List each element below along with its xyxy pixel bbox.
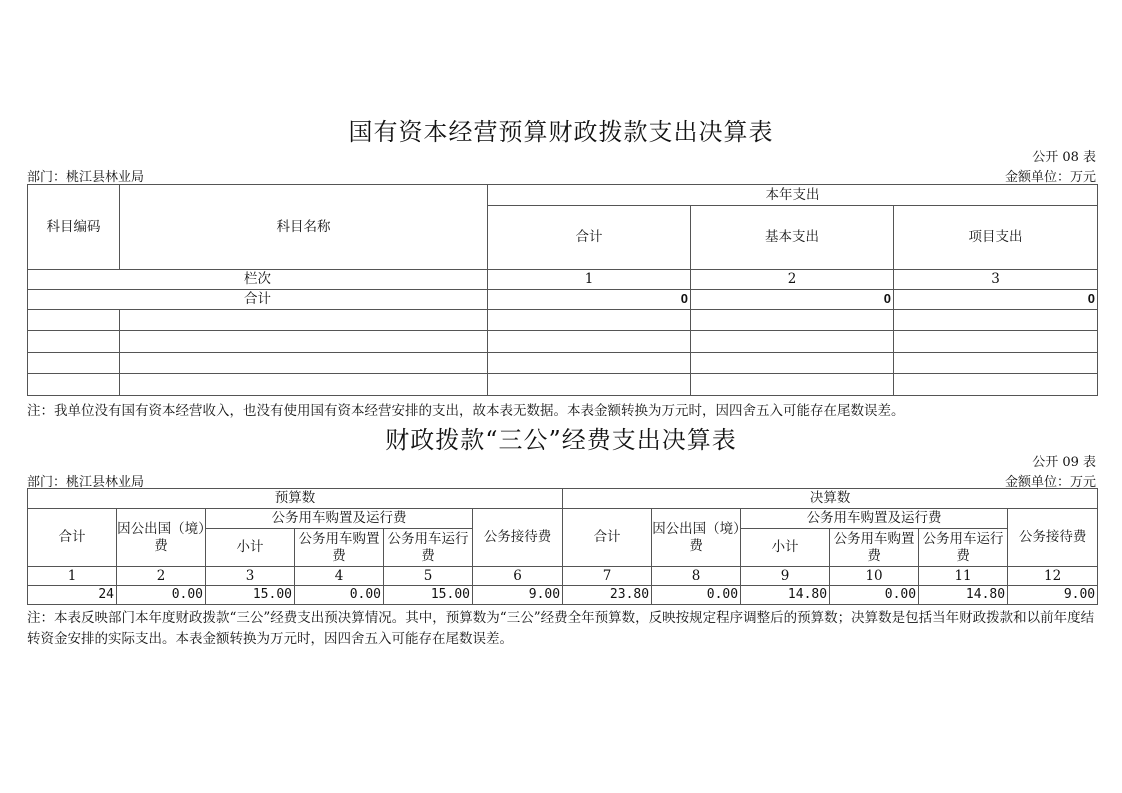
header-budget-total: 合计 xyxy=(28,509,117,567)
header-total: 合计 xyxy=(488,206,691,270)
column-index: 3 xyxy=(206,567,295,586)
value-cell: 9.00 xyxy=(1008,586,1098,605)
value-cell: 14.80 xyxy=(741,586,830,605)
total-row-label: 合计 xyxy=(28,290,488,310)
column-index: 12 xyxy=(1008,567,1098,586)
table1-title: 国有资本经营预算财政拨款支出决算表 xyxy=(348,118,774,146)
header-budget-car-group: 公务用车购置及运行费 xyxy=(206,509,473,529)
header-budget-car-buy: 公务用车购置费 xyxy=(295,529,384,567)
table2-department: 部门：桃江县林业局 xyxy=(27,475,145,490)
header-basic-expense: 基本支出 xyxy=(691,206,894,270)
column-index: 6 xyxy=(473,567,563,586)
table1-note: 注：我单位没有国有资本经营收入，也没有使用国有资本经营安排的支出，故本表无数据。本表金额转换为万元时，因四舍五入可能存在尾数误差。 xyxy=(27,403,905,419)
header-current-year-expense: 本年支出 xyxy=(488,185,1098,206)
column-index: 1 xyxy=(28,567,117,586)
value-cell: 14.80 xyxy=(919,586,1008,605)
header-budget-subtotal: 小计 xyxy=(206,529,295,567)
table-row xyxy=(28,353,1098,374)
header-final-car-group: 公务用车购置及运行费 xyxy=(741,509,1008,529)
table2-code: 公开 09 表 xyxy=(1032,455,1096,470)
table2-title: 财政拨款“三公”经费支出决算表 xyxy=(385,426,737,454)
table-row xyxy=(28,310,1098,331)
header-final-total: 合计 xyxy=(563,509,652,567)
column-index-3: 3 xyxy=(894,270,1098,290)
column-index-1: 1 xyxy=(488,270,691,290)
value-cell: 0.00 xyxy=(117,586,206,605)
value-cell: 15.00 xyxy=(384,586,473,605)
value-cell: 0.00 xyxy=(830,586,919,605)
column-index: 9 xyxy=(741,567,830,586)
table1-grid xyxy=(27,184,1098,396)
header-budget-abroad: 因公出国（境）费 xyxy=(117,509,206,567)
value-cell: 24 xyxy=(28,586,117,605)
table1-department: 部门：桃江县林业局 xyxy=(27,170,145,185)
header-budget-car-run: 公务用车运行费 xyxy=(384,529,473,567)
column-index: 8 xyxy=(652,567,741,586)
column-index-2: 2 xyxy=(691,270,894,290)
table1-unit: 金额单位：万元 xyxy=(1004,170,1096,185)
table2-unit: 金额单位：万元 xyxy=(1004,475,1096,490)
header-budget-reception: 公务接待费 xyxy=(473,509,563,567)
column-index: 5 xyxy=(384,567,473,586)
header-final-accounts: 决算数 xyxy=(563,489,1098,509)
header-budget: 预算数 xyxy=(28,489,563,509)
column-index: 11 xyxy=(919,567,1008,586)
table-row xyxy=(28,374,1098,396)
table1-code: 公开 08 表 xyxy=(1032,150,1096,165)
total-row-basic: 0 xyxy=(691,290,894,310)
value-cell: 9.00 xyxy=(473,586,563,605)
column-index: 10 xyxy=(830,567,919,586)
table2-grid xyxy=(27,488,1098,605)
header-final-car-run: 公务用车运行费 xyxy=(919,529,1008,567)
column-index: 2 xyxy=(117,567,206,586)
value-cell: 23.80 xyxy=(563,586,652,605)
header-subject-name: 科目名称 xyxy=(120,185,488,270)
table2-note: 注：本表反映部门本年度财政拨款“三公”经费支出预决算情况。其中，预算数为“三公”经费全年预算数，反映按规定程序调整后的预算数；决算数是包括当年财政拨款和以前年度结转资金安排的实际支出。本表金额转换为万元时，因四舍五入可能存在尾数误差。 xyxy=(27,610,1095,647)
header-project-expense: 项目支出 xyxy=(894,206,1098,270)
total-row-total: 0 xyxy=(488,290,691,310)
total-row-project: 0 xyxy=(894,290,1098,310)
column-index-label: 栏次 xyxy=(28,270,488,290)
header-final-subtotal: 小计 xyxy=(741,529,830,567)
value-cell: 0.00 xyxy=(295,586,384,605)
header-final-reception: 公务接待费 xyxy=(1008,509,1098,567)
column-index: 7 xyxy=(563,567,652,586)
value-cell: 15.00 xyxy=(206,586,295,605)
table-row xyxy=(28,331,1098,353)
header-final-car-buy: 公务用车购置费 xyxy=(830,529,919,567)
header-final-abroad: 因公出国（境）费 xyxy=(652,509,741,567)
header-subject-code: 科目编码 xyxy=(28,185,120,270)
table-row xyxy=(28,586,1098,605)
column-index: 4 xyxy=(295,567,384,586)
value-cell: 0.00 xyxy=(652,586,741,605)
